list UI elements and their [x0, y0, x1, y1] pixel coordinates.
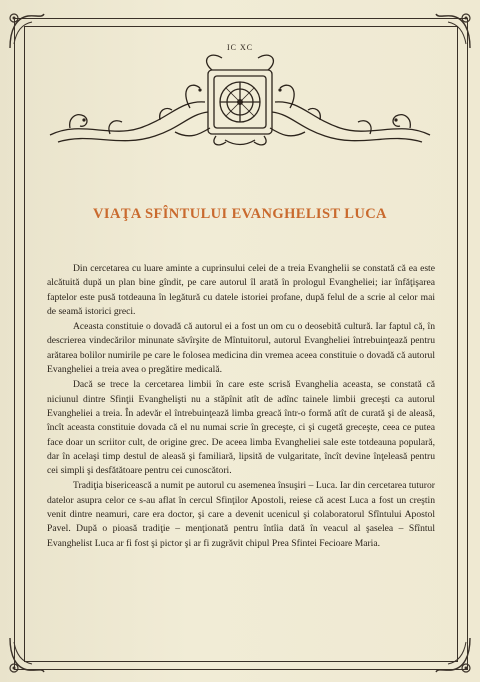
body-text: [47, 262, 435, 551]
paragraph: Aceasta constituie o dovadă că autorul ei a fost un om cu o deosebită cultură. Iar faptul că, în descrierea vindecărilor minunate săvîrşite de Mîntuitorul, autorul Evangheliei întrebuinţează pentru arătarea bolilor numirile pe care le folosea medicina din vremea aceea constituie o dovadă că autorul Evangheliei a treia avea o pregătire medicală.: [47, 321, 435, 376]
paragraph: Din cercetarea cu luare aminte a cuprinsului celei de a treia Evanghelii se constată că ea este alcătuită după un plan bine gîndit, pe care autorul îl arată în prologul Evangheliei; iar înfăţişarea faptelor este pusă totdeauna în legătură cu datele istoriei profane, după felul de a scrie al celor mai de seamă istorici greci.: [47, 263, 435, 317]
page-title: VIAŢA SFÎNTULUI EVANGHELIST LUCA: [93, 206, 387, 222]
corner-ornament-icon: [432, 634, 474, 676]
paragraph: Tradiţia bisericească a numit pe autorul cu asemenea însuşiri – Luca. Iar din cercetarea tuturor datelor asupra celor ce s-au aflat în cercul Sfinţilor Apostoli, reiese că acest Luca a fost un creştin venit dintre neamuri, care era doctor, şi care a devenit ucenicul şi colaboratorul Sfîntului Apostol Pavel. După o pioasă tradiţie – menţionată pentru întîia dată în veacul al şaselea – Sfîntul Evanghelist Luca ar fi fost şi pictor şi ar fi zugrăvit chipul Prea Sfintei Fecioare Maria.: [47, 480, 435, 549]
monogram-label: IC XC: [226, 43, 254, 52]
headpiece-ornament-icon: [40, 40, 440, 150]
corner-ornament-icon: [6, 634, 48, 676]
paragraph: Dacă se trece la cercetarea limbii în care este scrisă Evanghelia aceasta, se constată că niciunul dintre Sfinţii Evanghelişti nu a stăpînit atît de adînc tainele limbii greceşti ca autorul Evangheliei a treia. În adevăr el întrebuinţează limba greacă într-o formă atît de curată şi de aleasă, încît aceasta constituie dovada că el nu numai scrie în greceşte, ci şi cugetă greceşte, ceea ce putea face doar un scriitor cult, de origine grec. De aceea limba Evangheliei sale este totdeauna populară, dar în acelaşi timp destul de aleasă şi familiară, lipsită de vulgaritate, încît devine înţeleasă pentru cei simpli şi desfătătoare pentru cei cunoscători.: [47, 379, 435, 477]
